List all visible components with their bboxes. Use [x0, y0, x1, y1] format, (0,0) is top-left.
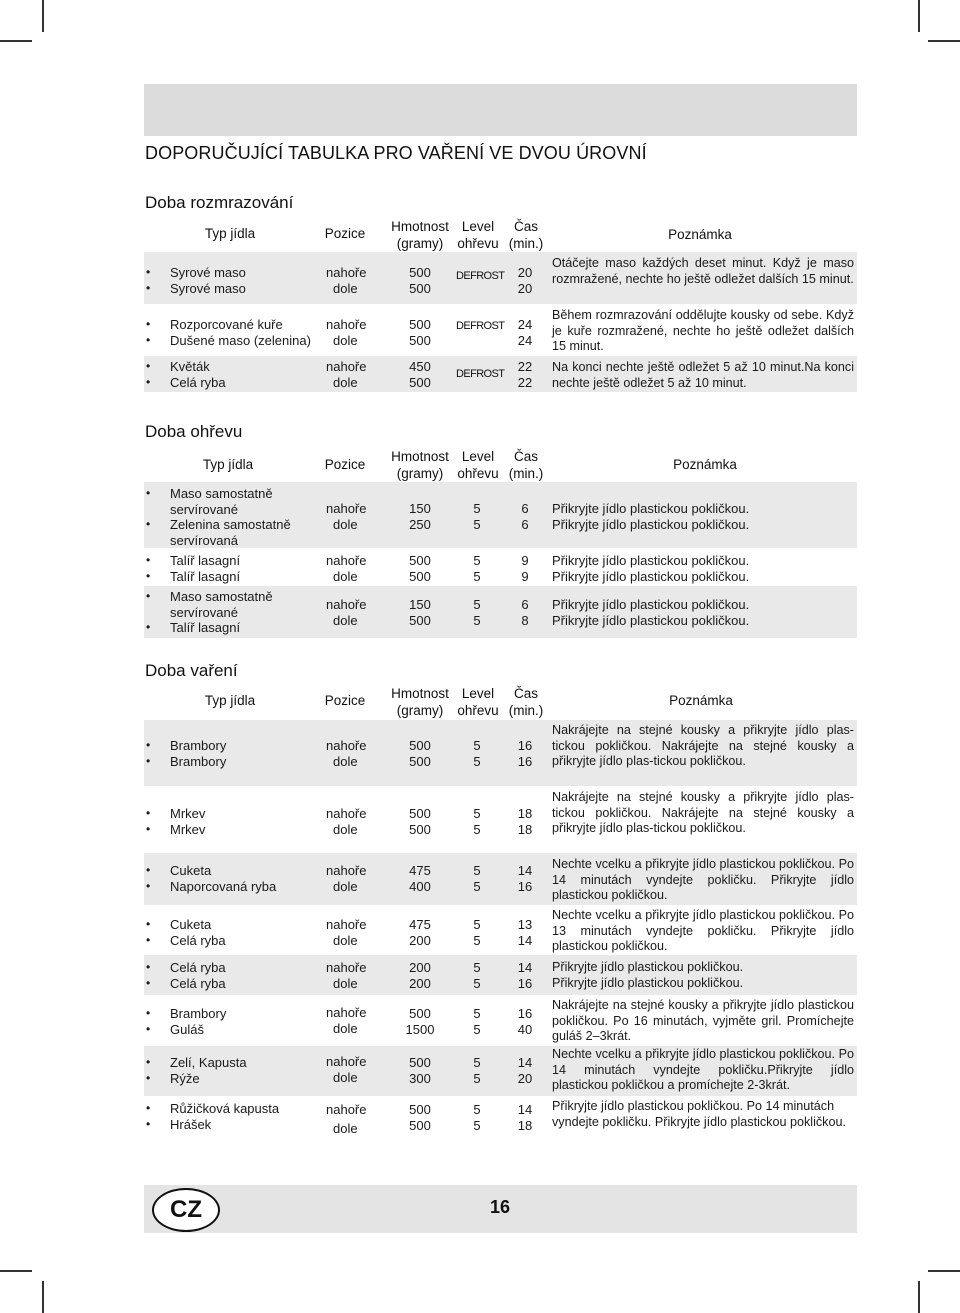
- col-header-type: Typ jídla: [204, 226, 256, 241]
- weight-value: 450: [409, 359, 431, 374]
- time-value: 18: [517, 822, 533, 837]
- section-title-cooking: Doba vaření: [145, 661, 238, 680]
- weight-value: 200: [409, 933, 431, 948]
- level-value: 5: [473, 569, 481, 584]
- col-header-position: Pozice: [324, 226, 366, 241]
- crop-mark: [42, 0, 44, 32]
- level-value: 5: [473, 933, 481, 948]
- food-list: [146, 863, 276, 894]
- note-text: Přikryjte jídlo plastickou pokličkou.: [552, 553, 750, 568]
- food-item: • Talíř lasagní: [146, 569, 240, 585]
- food-list: [146, 589, 310, 636]
- position-value: nahoře: [326, 1102, 367, 1117]
- food-item: • Mrkev: [146, 822, 205, 838]
- note-text: Přikryjte jídlo plastickou pokličkou.: [552, 597, 750, 612]
- level-value: 5: [473, 1006, 481, 1021]
- time-value: 14: [517, 960, 533, 975]
- food-item: • Květák: [146, 359, 226, 375]
- level-value: 5: [473, 806, 481, 821]
- weight-value: 500: [409, 1118, 431, 1133]
- weight-value: 500: [409, 553, 431, 568]
- food-list: [146, 1055, 247, 1086]
- position-value: nahoře: [326, 359, 367, 374]
- level-value: DEFROST: [456, 320, 505, 332]
- food-item: • Dušené maso (zelenina): [146, 333, 311, 349]
- position-value: dole: [333, 375, 358, 390]
- crop-mark: [0, 40, 32, 42]
- position-value: nahoře: [326, 1054, 367, 1069]
- time-value: 6: [521, 597, 529, 612]
- food-list: [146, 317, 311, 348]
- position-value: nahoře: [326, 738, 367, 753]
- level-value: 5: [473, 501, 481, 516]
- note-text: Nechte vcelku a přikryjte jídlo plastickou pokličkou. Po 14 minutách vyndejte pokličku. Přikryjte jídlo plastickou pokličkou.: [552, 857, 854, 902]
- food-item: • Maso samostatně servírované: [146, 486, 310, 517]
- time-value: 14: [517, 1055, 533, 1070]
- note-text: Otáčejte maso každých deset minut. Když je maso rozmražené, nechte ho ještě odležet dalších 15 minut.: [552, 256, 854, 286]
- position-value: nahoře: [326, 501, 367, 516]
- food-item: • Talíř lasagní: [146, 620, 310, 636]
- food-item: • Maso samostatně servírované: [146, 589, 310, 620]
- food-list: [146, 486, 316, 548]
- position-value: nahoře: [326, 1005, 367, 1020]
- weight-value: 500: [409, 265, 431, 280]
- col-header-type: Typ jídla: [202, 457, 254, 472]
- col-header-weight: Hmotnost (gramy): [391, 219, 449, 251]
- level-value: 5: [473, 1102, 481, 1117]
- food-item: • Talíř lasagní: [146, 553, 240, 569]
- position-value: nahoře: [326, 553, 367, 568]
- country-badge: CZ: [152, 1188, 220, 1232]
- position-value: dole: [333, 879, 358, 894]
- time-value: 14: [517, 933, 533, 948]
- food-item: • Zelí, Kapusta: [146, 1055, 247, 1071]
- food-item: • Brambory: [146, 1006, 226, 1022]
- food-item: • Cuketa: [146, 917, 226, 933]
- position-value: dole: [333, 976, 358, 991]
- level-value: 5: [473, 917, 481, 932]
- weight-value: 500: [409, 281, 431, 296]
- level-value: 5: [473, 1022, 481, 1037]
- weight-value: 200: [409, 976, 431, 991]
- time-value: 24: [517, 317, 533, 332]
- time-value: 6: [521, 517, 529, 532]
- weight-value: 400: [409, 879, 431, 894]
- col-header-level: Level ohřevu: [457, 219, 499, 251]
- note-text: Nakrájejte na stejné kousky a přikryjte jídlo plas-tickou pokličkou. Nakrájejte na stejné kousky a přikryjte jídlo plas-tickou pokličkou.: [552, 723, 854, 768]
- crop-mark: [0, 1270, 32, 1272]
- col-header-weight: Hmotnost (gramy): [391, 449, 449, 481]
- col-header-note: Poznámka: [668, 227, 732, 242]
- food-item: • Guláš: [146, 1022, 226, 1038]
- position-value: nahoře: [326, 265, 367, 280]
- time-value: 20: [517, 1071, 533, 1086]
- col-header-type: Typ jídla: [204, 693, 256, 708]
- level-value: DEFROST: [456, 368, 505, 380]
- weight-value: 150: [409, 501, 431, 516]
- time-value: 20: [517, 265, 533, 280]
- food-item: • Brambory: [146, 754, 226, 770]
- note-text: Nechte vcelku a přikryjte jídlo plastickou pokličkou. Po 14 minutách vyndejte pokličku.Přikryjte jídlo plastickou pokličkou a promíchejte 2-3krát.: [552, 1047, 854, 1092]
- section-title-heating: Doba ohřevu: [145, 422, 243, 441]
- level-value: 5: [473, 1118, 481, 1133]
- time-value: 18: [517, 1118, 533, 1133]
- food-item: • Rozporcované kuře: [146, 317, 311, 333]
- position-value: dole: [333, 822, 358, 837]
- position-value: dole: [333, 754, 358, 769]
- note-text: Nakrájejte na stejné kousky a přikryjte jídlo plas-tickou pokličkou. Nakrájejte na stejné kousky a přikryjte jídlo plas-tickou pokličkou.: [552, 790, 854, 835]
- food-list: [146, 553, 240, 584]
- crop-mark: [928, 1270, 960, 1272]
- time-value: 16: [517, 1006, 533, 1021]
- time-value: 6: [521, 501, 529, 516]
- note-text: Přikryjte jídlo plastickou pokličkou.: [552, 517, 750, 532]
- weight-value: 500: [409, 569, 431, 584]
- position-value: dole: [333, 1021, 358, 1036]
- food-list: [146, 806, 205, 837]
- position-value: dole: [333, 517, 358, 532]
- time-value: 16: [517, 879, 533, 894]
- time-value: 16: [517, 976, 533, 991]
- food-item: • Cuketa: [146, 863, 276, 879]
- note-text: Nechte vcelku a přikryjte jídlo plastickou pokličkou. Po 13 minutách vyndejte pokličku. Přikryjte jídlo plastickou pokličkou.: [552, 908, 854, 953]
- col-header-level: Level ohřevu: [457, 449, 499, 481]
- col-header-time: Čas (min.): [508, 219, 544, 251]
- weight-value: 500: [409, 754, 431, 769]
- position-value: dole: [333, 569, 358, 584]
- note-text: Přikryjte jídlo plastickou pokličkou. Po 14 minutách vyndejte pokličku. Přikryjte jídlo plastickou pokličkou.: [552, 1099, 846, 1129]
- note-text: Přikryjte jídlo plastickou pokličkou.: [552, 613, 750, 628]
- weight-value: 250: [409, 517, 431, 532]
- position-value: dole: [333, 281, 358, 296]
- weight-value: 150: [409, 597, 431, 612]
- note-text: Přikryjte jídlo plastickou pokličkou.: [552, 569, 750, 584]
- col-header-note: Poznámka: [669, 693, 733, 708]
- level-value: 5: [473, 960, 481, 975]
- crop-mark: [928, 40, 960, 42]
- food-list: [146, 359, 226, 390]
- food-list: [146, 1006, 226, 1037]
- weight-value: 500: [409, 822, 431, 837]
- level-value: 5: [473, 822, 481, 837]
- col-header-time: Čas (min.): [508, 449, 544, 481]
- header-band: [144, 84, 857, 136]
- food-item: • Růžičková kapusta: [146, 1101, 279, 1117]
- food-item: • Brambory: [146, 738, 226, 754]
- time-value: 14: [517, 863, 533, 878]
- level-value: 5: [473, 613, 481, 628]
- weight-value: 300: [409, 1071, 431, 1086]
- col-header-weight: Hmotnost (gramy): [391, 686, 449, 718]
- note-text: Během rozmrazování oddělujte kousky od sebe. Když je kuře rozmražené, nechte ho ještě odležet dalších 15 minut.: [552, 308, 854, 353]
- level-value: 5: [473, 517, 481, 532]
- position-value: nahoře: [326, 917, 367, 932]
- col-header-note: Poznámka: [673, 457, 737, 472]
- time-value: 40: [517, 1022, 533, 1037]
- crop-mark: [918, 1281, 920, 1313]
- level-value: 5: [473, 738, 481, 753]
- time-value: 13: [517, 917, 533, 932]
- position-value: dole: [333, 333, 358, 348]
- food-item: • Syrové maso: [146, 265, 246, 281]
- col-header-time: Čas (min.): [508, 686, 544, 718]
- position-value: nahoře: [326, 863, 367, 878]
- food-item: • Celá ryba: [146, 933, 226, 949]
- food-item: • Syrové maso: [146, 281, 246, 297]
- food-list: [146, 960, 226, 991]
- time-value: 8: [521, 613, 529, 628]
- position-value: dole: [333, 1121, 358, 1136]
- page-title: DOPORUČUJÍCÍ TABULKA PRO VAŘENÍ VE DVOU ÚROVNÍ: [145, 143, 647, 163]
- time-value: 16: [517, 754, 533, 769]
- time-value: 22: [517, 359, 533, 374]
- position-value: dole: [333, 613, 358, 628]
- time-value: 18: [517, 806, 533, 821]
- weight-value: 200: [409, 960, 431, 975]
- food-item: • Mrkev: [146, 806, 205, 822]
- food-list: [146, 1101, 279, 1132]
- page-number: 16: [489, 1197, 511, 1217]
- weight-value: 500: [409, 1006, 431, 1021]
- level-value: 5: [473, 1071, 481, 1086]
- level-value: 5: [473, 754, 481, 769]
- time-value: 14: [517, 1102, 533, 1117]
- food-item: • Celá ryba: [146, 375, 226, 391]
- time-value: 16: [517, 738, 533, 753]
- weight-value: 500: [409, 317, 431, 332]
- food-item: • Naporcovaná ryba: [146, 879, 276, 895]
- position-value: nahoře: [326, 960, 367, 975]
- food-item: • Rýže: [146, 1071, 247, 1087]
- food-list: [146, 738, 226, 769]
- weight-value: 1500: [405, 1022, 435, 1037]
- food-list: [146, 917, 226, 948]
- level-value: 5: [473, 1055, 481, 1070]
- section-title-defrost: Doba rozmrazování: [145, 193, 294, 212]
- position-value: nahoře: [326, 597, 367, 612]
- col-header-level: Level ohřevu: [457, 686, 499, 718]
- weight-value: 500: [409, 1055, 431, 1070]
- food-item: • Zelenina samostatně servírovaná: [146, 517, 310, 548]
- food-list: [146, 265, 246, 296]
- time-value: 24: [517, 333, 533, 348]
- level-value: DEFROST: [456, 270, 505, 282]
- level-value: 5: [473, 597, 481, 612]
- note-text: Nakrájejte na stejné kousky a přikryjte jídlo plastickou pokličkou. Po 16 minutách, vyjměte gril. Promíchejte guláš 2–3krát.: [552, 998, 854, 1043]
- col-header-position: Pozice: [324, 693, 366, 708]
- food-item: • Celá ryba: [146, 960, 226, 976]
- weight-value: 500: [409, 613, 431, 628]
- note-text: Přikryjte jídlo plastickou pokličkou.: [552, 501, 750, 516]
- food-item: • Hrášek: [146, 1117, 279, 1133]
- level-value: 5: [473, 863, 481, 878]
- col-header-position: Pozice: [324, 457, 366, 472]
- position-value: nahoře: [326, 317, 367, 332]
- weight-value: 500: [409, 1102, 431, 1117]
- weight-value: 500: [409, 375, 431, 390]
- time-value: 22: [517, 375, 533, 390]
- time-value: 20: [517, 281, 533, 296]
- weight-value: 500: [409, 738, 431, 753]
- note-text: Na konci nechte ještě odležet 5 až 10 minut.Na konci nechte ještě odležet 5 až 10 minut.: [552, 360, 854, 390]
- food-item: • Celá ryba: [146, 976, 226, 992]
- crop-mark: [918, 0, 920, 32]
- weight-value: 475: [409, 863, 431, 878]
- position-value: dole: [333, 1070, 358, 1085]
- level-value: 5: [473, 879, 481, 894]
- crop-mark: [42, 1281, 44, 1313]
- position-value: nahoře: [326, 806, 367, 821]
- weight-value: 500: [409, 806, 431, 821]
- weight-value: 475: [409, 917, 431, 932]
- level-value: 5: [473, 976, 481, 991]
- position-value: dole: [333, 933, 358, 948]
- note-text: Přikryjte jídlo plastickou pokličkou. Přikryjte jídlo plastickou pokličkou.: [552, 960, 744, 990]
- time-value: 9: [521, 569, 529, 584]
- time-value: 9: [521, 553, 529, 568]
- weight-value: 500: [409, 333, 431, 348]
- level-value: 5: [473, 553, 481, 568]
